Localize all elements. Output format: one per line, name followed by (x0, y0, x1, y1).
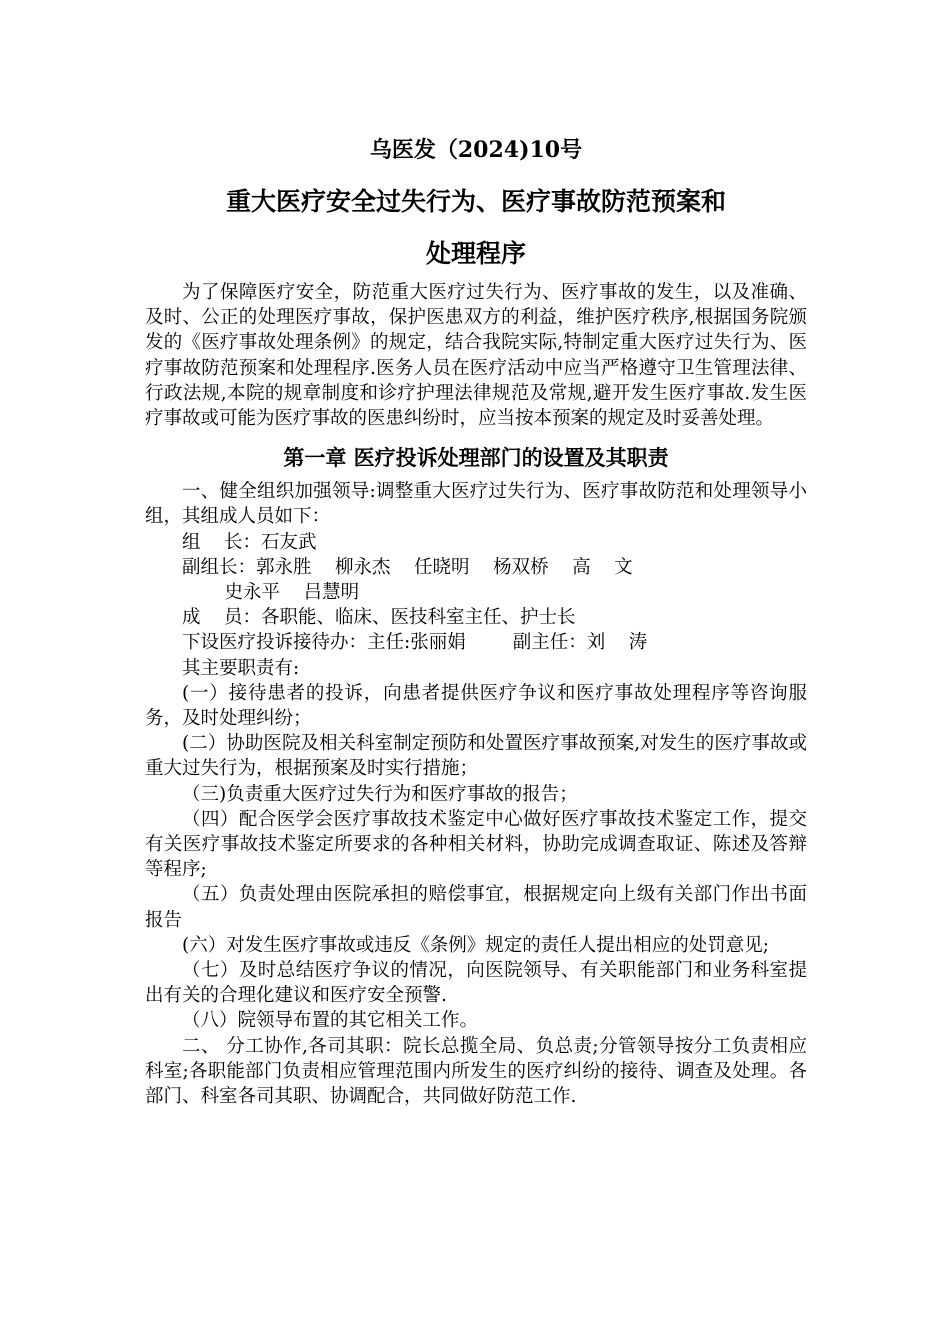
section-2-paragraph: 二、 分工协作,各司其职：院长总揽全局、负总责;分管领导按分工负责相应科室;各职能部门负责相应管理范围内所发生的医疗纠纷的接待、调查及处理。各部门、科室各司其职、协调配合，共同做好防范工作. (145, 1035, 807, 1108)
intro-paragraph: 为了保障医疗安全，防范重大医疗过失行为、医疗事故的发生，以及准确、及时、公正的处理医疗事故，保护医患双方的利益，维护医疗秩序,根据国务院颁发的《医疗事故处理条例》的规定，结合我院实际,特制定重大医疗过失行为、医疗事故防范预案和处理程序.医务人员在医疗活动中应当严格遵守卫生管理法律、行政法规,本院的规章制度和诊疗护理法律规范及常规,避开发生医疗事故.发生医疗事故或可能为医疗事故的医患纠纷时，应当按本预案的规定及时妥善处理。 (145, 282, 807, 430)
document-title-line-1: 重大医疗安全过失行为、医疗事故防范预案和 (225, 187, 726, 216)
duty-item: (六）对发生医疗事故或违反《条例》规定的责任人提出相应的处罚意见; (182, 934, 769, 956)
duties-intro: 其主要职责有: (182, 657, 300, 679)
section-1-paragraph: 一、健全组织加强领导:调整重大医疗过失行为、医疗事故防范和处理领导小组，其组成人员如下： (145, 481, 807, 528)
office-line: 下设医疗投诉接待办：主任:张丽娟 副主任：刘 涛 (182, 632, 648, 654)
duty-item: （七）及时总结医疗争议的情况，向医院领导、有关职能部门和业务科室提出有关的合理化建议和医疗安全预警. (145, 960, 807, 1007)
duty-item: (二）协助医院及相关科室制定预防和处置医疗事故预案,对发生的医疗事故或重大过失行为，根据预案及时实行措施； (145, 733, 807, 780)
deputy-leader-continuation: 史永平 吕慧明 (224, 582, 360, 604)
document-number: 乌医发（2024)10号 (369, 137, 583, 163)
duty-item: （八）院领导布置的其它相关工作。 (182, 1010, 479, 1032)
duty-item: （四）配合医学会医疗事故技术鉴定中心做好医疗事故技术鉴定工作，提交有关医疗事故技术鉴定所要求的各种相关材料，协助完成调查取证、陈述及答辩等程序; (145, 808, 807, 881)
duty-item: （三)负责重大医疗过失行为和医疗事故的报告； (182, 783, 578, 805)
duty-item: （五）负责处理由医院承担的赔偿事宜，根据规定向上级有关部门作出书面报告 (145, 884, 807, 931)
duty-item: (一）接待患者的投诉，向患者提供医疗争议和医疗事故处理程序等咨询服务，及时处理纠纷； (145, 682, 807, 730)
deputy-leader-line: 副组长：郭永胜 柳永杰 任晓明 杨双桥 高 文 (182, 556, 633, 578)
leader-line: 组 长：石友武 (182, 531, 317, 553)
document-title-line-2: 处理程序 (425, 239, 526, 268)
chapter-1-title: 第一章 医疗投诉处理部门的设置及其职责 (283, 445, 669, 471)
members-line: 成 员：各职能、临床、医技科室主任、护士长 (182, 607, 576, 629)
